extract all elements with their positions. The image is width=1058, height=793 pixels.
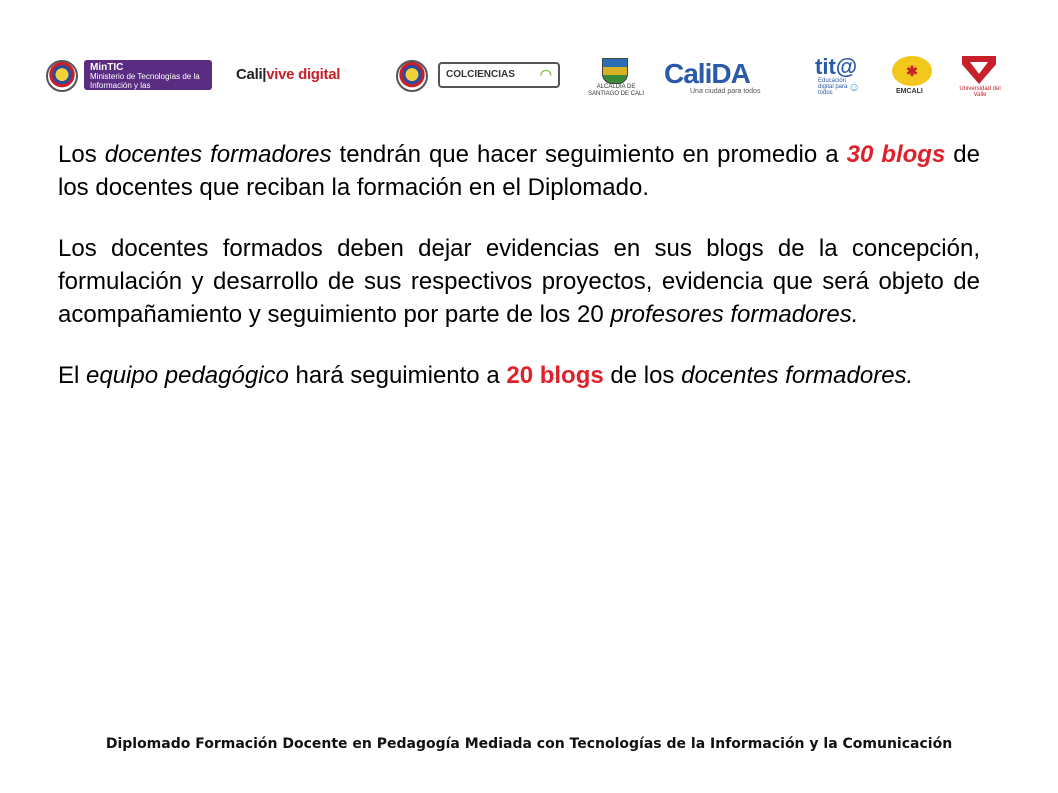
tita-logo: tit@ <box>815 54 858 79</box>
p3-highlight-20-blogs: 20 blogs <box>506 362 604 389</box>
p3-text-e: de los <box>603 362 682 389</box>
emcali-label: EMCALI <box>896 88 923 95</box>
mintic-label <box>84 60 212 99</box>
cali-vive-vd: vive digital <box>266 66 341 83</box>
cali-vive-cali: Cali| <box>236 66 267 83</box>
cali-vive-digital-logo <box>236 66 340 83</box>
alcaldia-shield-icon <box>602 58 628 84</box>
colciencias-logo <box>438 62 560 88</box>
slide-body <box>58 138 980 420</box>
smiley-icon: ☺ <box>848 80 861 94</box>
p3-text-c: hará seguimiento a <box>288 362 507 389</box>
p2-text-a: Los docentes formados deben dejar evidencias en sus blogs de la concepción, formulación y desarrollo de sus respectivos proyectos, evidencia que será objeto de acompañamiento y seguimiento por parte de los 20 <box>58 235 980 328</box>
p3-emphasis-equipo-pedagogico: equipo pedagógico <box>86 362 289 389</box>
mintic-logo <box>40 52 215 100</box>
p3-text-a: El <box>58 362 87 389</box>
emcali-burst-icon: ✱ <box>892 56 932 86</box>
swoosh-icon: ◠ <box>539 66 552 82</box>
p1-emphasis-docentes-formadores: docentes formadores <box>104 141 332 168</box>
univalle-label: Universidad del Valle <box>959 86 1001 98</box>
alcaldia-label: ALCALDÍA DE SANTIAGO DE CALI <box>588 84 645 97</box>
colciencias-label: COLCIENCIAS <box>446 69 515 80</box>
logo-strip <box>40 52 1020 100</box>
p3-emphasis-docentes-formadores: docentes formadores. <box>681 362 914 389</box>
paragraph-1 <box>58 138 980 204</box>
p1-text-a: Los <box>58 141 105 168</box>
univalle-shield-icon <box>962 56 996 84</box>
colombia-seal-icon <box>396 60 428 92</box>
tita-tagline: Educación digital para todos <box>818 78 848 96</box>
mintic-title: MinTIC <box>90 62 124 73</box>
p1-highlight-30-blogs: 30 blogs <box>846 141 946 168</box>
p2-emphasis-profesores-formadores: profesores formadores. <box>610 301 859 328</box>
mintic-subtitle: Ministerio de Tecnologías de la Información y las Comunicaciones <box>90 72 200 99</box>
calida-logo: CaliDA <box>664 58 750 89</box>
p1-text-e: de los docentes que reciban la formación en el Diplomado. <box>58 141 981 201</box>
footer-caption: Diplomado Formación Docente en Pedagogía Mediada con Tecnologías de la Información y la Comunicación <box>105 736 953 752</box>
calida-tagline: Una ciudad para todos <box>690 88 761 95</box>
p1-text-c: tendrán que hacer seguimiento en promedio a <box>331 141 847 168</box>
paragraph-3 <box>58 359 980 392</box>
paragraph-2 <box>58 232 980 331</box>
colombia-seal-icon <box>46 60 78 92</box>
